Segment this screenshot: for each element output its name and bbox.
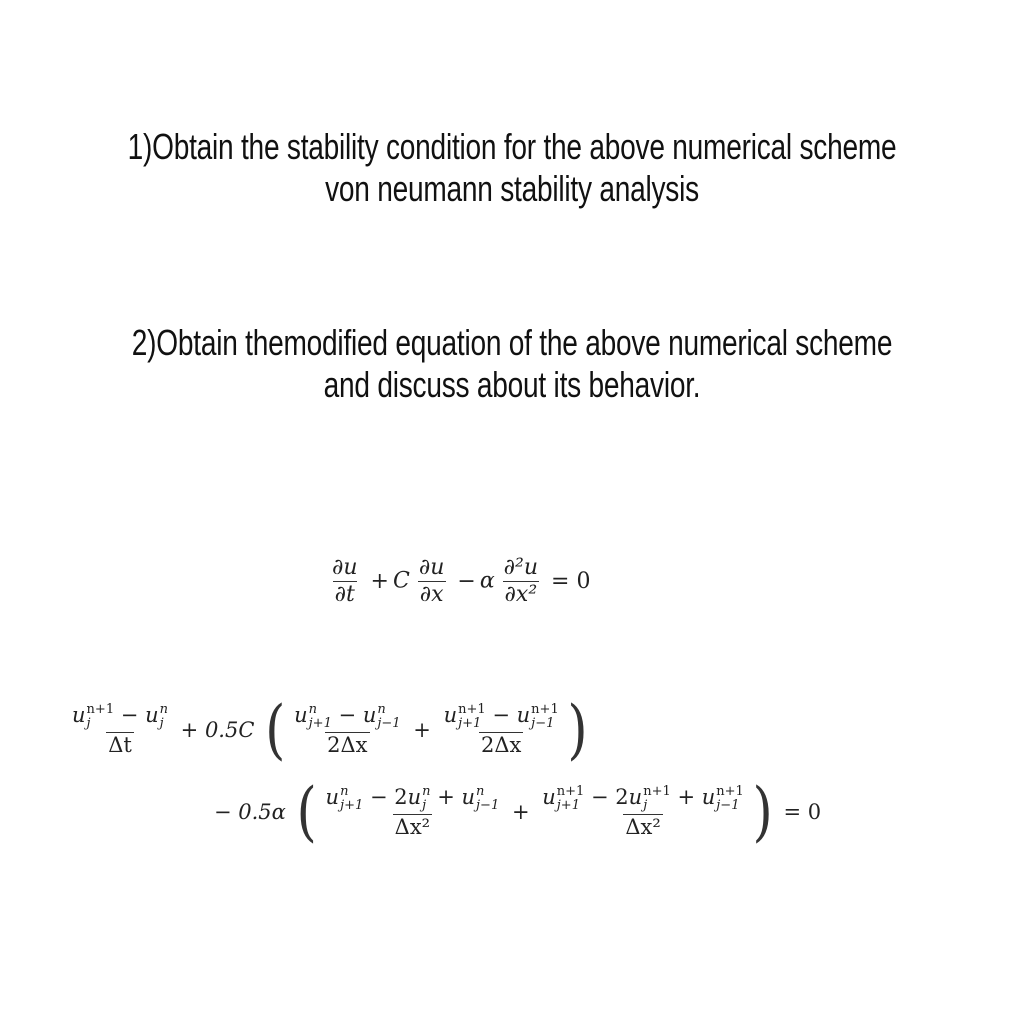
question-2-line-2: and discuss about its behavior. bbox=[323, 364, 701, 405]
implicit-advection-fraction: u n+1 j+1 − u n+1 j−1 2Δx bbox=[443, 702, 559, 757]
question-1-line-1: 1)Obtain the stability condition for the above numerical scheme bbox=[127, 126, 897, 167]
explicit-diffusion-fraction: u n j+1 − 2u n j + u n j−1 Δx² bbox=[325, 784, 500, 839]
implicit-diffusion-fraction: u n+1 j+1 − 2u n+1 j + u n+1 j−1 Δx² bbox=[542, 784, 744, 839]
scheme-line-1: u n+1 j − u n j Δt + 0.5C ( u n j+1 − u n j−1 2Δx + u n+1 j+1 − u n+1 j−1 2Δx ) bbox=[72, 692, 588, 768]
question-1-line-2: von neumann stability analysis bbox=[325, 168, 699, 209]
question-2-line-1: 2)Obtain themodified equation of the above numerical scheme bbox=[131, 322, 893, 363]
scheme-rhs: = 0 bbox=[783, 800, 822, 824]
du-dx-fraction: $\frac{\partial u}{\partial x}$ bbox=[418, 555, 445, 608]
pde-equation: $\frac{\partial u}{\partial t}$ + C $\frac{\partial u}{\partial x}$ − α $\frac{\text{∂²u}}{\text{∂x²}}$ = 0 bbox=[332, 555, 591, 608]
scheme-coef-c: + 0.5C bbox=[180, 718, 255, 742]
d2u-dx2-fraction: $\frac{\text{∂²u}}{\text{∂x²}}$ bbox=[503, 555, 539, 608]
question-1 bbox=[113, 126, 912, 210]
time-difference-fraction: u n+1 j − u n j Δt bbox=[72, 702, 168, 757]
question-2 bbox=[113, 322, 912, 406]
du-dt-fraction: $\frac{\partial u}{\partial t}$ bbox=[332, 555, 358, 608]
scheme-line-2: − 0.5α ( u n j+1 − 2u n j + u n j−1 Δx² + u n+1 j+1 − 2u n+1 j + u n+1 j−1 Δx² ) = 0 bbox=[214, 774, 822, 850]
coef-alpha: α bbox=[479, 568, 495, 594]
scheme-coef-alpha: − 0.5α bbox=[214, 800, 286, 824]
coef-c: C bbox=[392, 568, 410, 594]
pde-rhs: = 0 bbox=[551, 569, 591, 595]
explicit-advection-fraction: u n j+1 − u n j−1 2Δx bbox=[294, 702, 401, 757]
